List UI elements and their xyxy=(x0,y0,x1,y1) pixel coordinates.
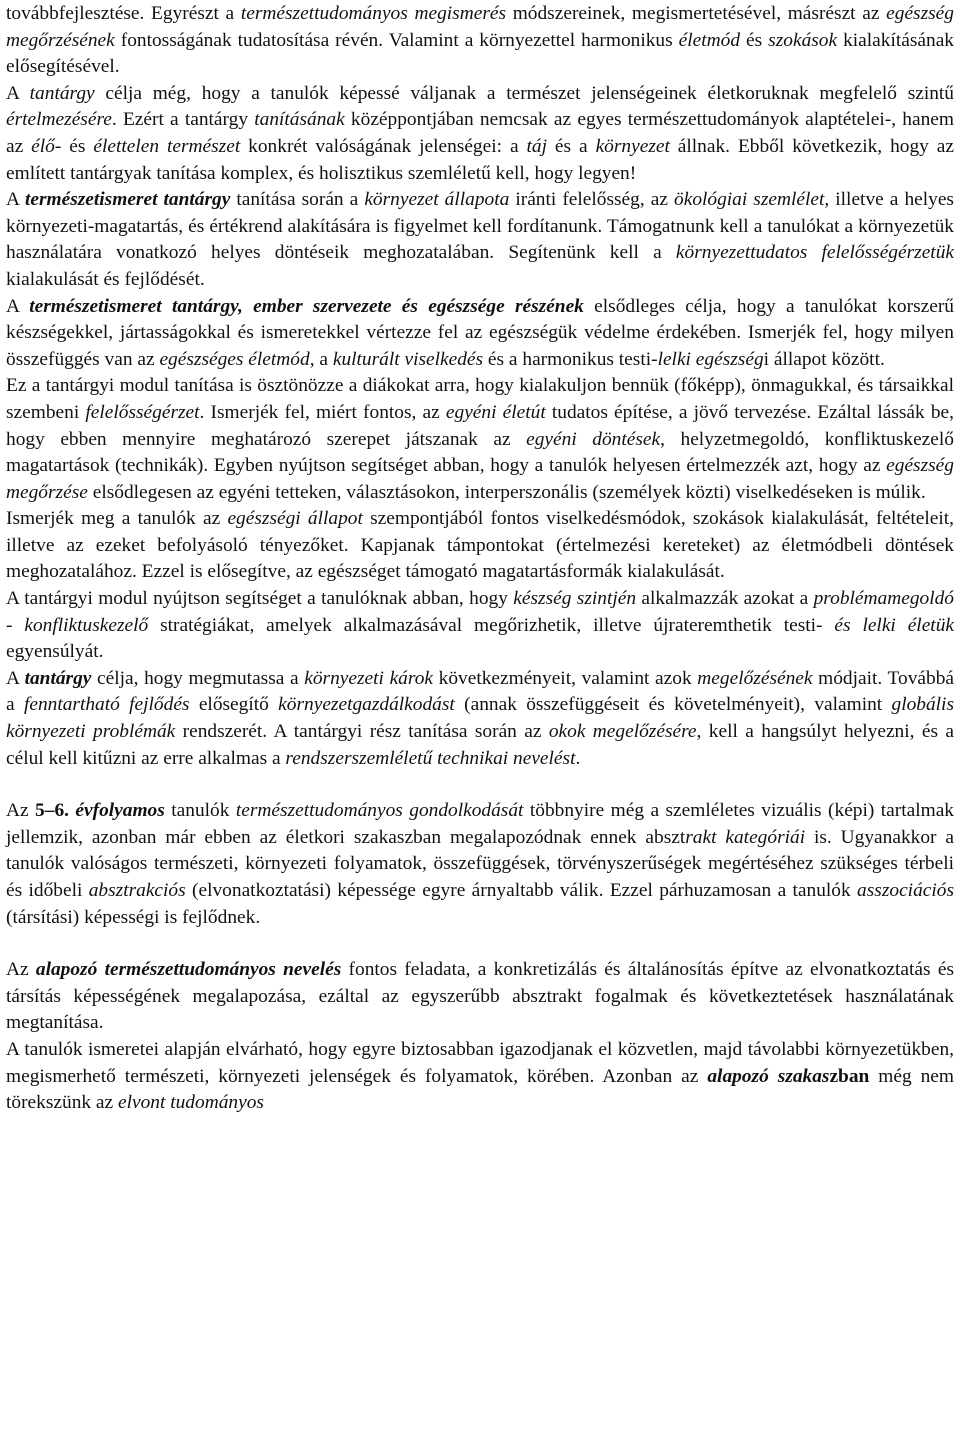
paragraph-text: is. Ugyanakkor a tanulók valóságos természeti, környezeti folyamatok, összefüggések, törvényszerűségek megértéséhez szükséges térbeli és időbeli xyxy=(6,826,955,901)
emphasized-text: természetismeret tantárgy xyxy=(24,189,231,211)
emphasized-text: felelősségérzet xyxy=(85,401,200,423)
body-paragraph xyxy=(6,957,954,1037)
emphasized-text: alapozó természettudományos nevelés xyxy=(35,959,342,981)
paragraph-text: elsődlegesen az egyéni tetteken, választásokon, interperszonális (személyek közti) viselkedéseken is múlik. xyxy=(87,481,926,503)
body-paragraph xyxy=(6,373,954,506)
body-paragraph xyxy=(6,81,954,187)
paragraph-text: szempontjából fontos viselkedésmódok, szokások kialakulását, feltételeit, illetve az ezeket befolyásoló tényezőket. Kapjanak támpontokat (értelmezési kereteket) az életmódbeli döntések meghozatalához. Ezzel is elősegítve, az egészséget támogató magatartásformák kialakulását. xyxy=(6,508,954,583)
emphasized-text: konfliktuskezelő xyxy=(24,614,149,636)
paragraph-text: - és xyxy=(54,135,94,157)
paragraph-text: stratégiákat, amelyek alkalmazásával megőrizhetik, illetve újrateremthetik testi- xyxy=(148,614,835,636)
paragraph-text: , a xyxy=(309,348,333,370)
paragraph-text: tanulók xyxy=(164,800,236,822)
emphasized-text: természettudományos gondolkodását xyxy=(235,800,524,822)
paragraph-text: és xyxy=(740,29,769,51)
paragraph-text: alkalmazzák azokat a xyxy=(636,588,814,610)
emphasized-text: környezeti károk xyxy=(304,667,433,689)
paragraph-text: elősegítő xyxy=(189,694,279,716)
paragraph-text: kialakításának elősegítésével. xyxy=(6,29,954,78)
emphasized-text: tantárgy xyxy=(29,82,95,104)
paragraph-text: . Ezért a tantárgy xyxy=(111,109,255,131)
emphasized-text: problémamegoldó xyxy=(813,588,954,610)
paragraph-text: következményeit, valamint azok xyxy=(433,667,698,689)
paragraph-text: (társítási) képességi is fejlődnek. xyxy=(6,906,261,928)
paragraph-text: tudatos építése, a jövő tervezése. Ezáltal lássák be, hogy ebben mennyire meghatározó szerepet játszanak az xyxy=(6,401,955,450)
body-paragraph xyxy=(6,506,954,586)
emphasized-text: zban xyxy=(829,1065,870,1087)
emphasized-text: környezet xyxy=(595,135,670,157)
emphasized-text: lelki egészség xyxy=(657,348,764,370)
emphasized-text: élő xyxy=(31,135,55,157)
body-paragraph xyxy=(6,586,954,666)
paragraph-text: Az xyxy=(6,959,36,981)
emphasized-text: értelmezésére xyxy=(6,109,112,131)
emphasized-text: természetismeret tantárgy, ember szervezete és egészsége részének xyxy=(29,295,584,317)
paragraph-text: A tanulók ismeretei alapján elvárható, hogy egyre biztosabban igazodjanak el közvetlen, majd távolabbi környezetükben, megismerhető természeti, környezeti jelenségek és folyamatok, körében. Azonban az xyxy=(6,1038,954,1087)
emphasized-text: asszociációs xyxy=(857,880,955,901)
emphasized-text: természettudományos megismerés xyxy=(240,3,507,24)
emphasized-text: absztrakciós xyxy=(88,880,186,901)
paragraph-text: és a harmonikus testi- xyxy=(483,348,658,370)
paragraph-text: célja még, hogy a tanulók képessé váljanak a természet jelenségeinek életkoruknak megfelelő szintű xyxy=(94,82,955,104)
paragraph-text: A xyxy=(6,295,30,317)
emphasized-text: rakt kategóriái xyxy=(685,826,806,848)
paragraph-text: rendszerét. A tantárgyi rész tanítása során az xyxy=(175,721,549,743)
paragraph-text: , helyzetmegoldó, konfliktuskezelő magatartások (technikák). Egyben nyújtson segítséget abban, hogy a tanulók helyesen értelmezzék azt, hogy az xyxy=(6,428,954,477)
paragraph-text: továbbfejlesztése. Egyrészt a xyxy=(6,3,241,24)
paragraph-text: Ez a tantárgyi modul tanítása is ösztönözze a diákokat arra, hogy kialakuljon bennük (főképp), önmagukkal, és társaikkal szembeni xyxy=(6,375,954,423)
emphasized-text: egyéni döntések xyxy=(526,428,661,450)
body-paragraph xyxy=(6,187,954,293)
emphasized-text: elvont tudományos xyxy=(118,1092,264,1114)
emphasized-text: egészség megőrzése xyxy=(6,455,954,503)
body-paragraph xyxy=(6,1,954,81)
emphasized-text: környezet állapota xyxy=(364,189,510,211)
paragraph-text: A xyxy=(6,667,25,689)
emphasized-text: megelőzésének xyxy=(697,667,813,689)
emphasized-text: egyéni életút xyxy=(445,401,546,423)
emphasized-text: alapozó szakas xyxy=(707,1065,830,1087)
emphasized-text: egészséges életmód xyxy=(159,348,310,370)
emphasized-text: környezetgazdálkodást xyxy=(278,694,455,716)
emphasized-text: életmód xyxy=(678,29,741,51)
paragraph-text: tanítása során a xyxy=(230,189,365,211)
body-paragraph xyxy=(6,798,954,931)
paragraph-text: és a xyxy=(546,135,596,157)
paragraph-text: (annak összefüggéseit és követelményeit), valamint xyxy=(454,694,892,716)
paragraph-text: módszereinek, megismertetésével, másrészt az xyxy=(506,3,887,24)
emphasized-text: egészség megőrzésének xyxy=(6,3,954,51)
paragraph-text: módjait. Továbbá a xyxy=(6,667,955,716)
paragraph-text: A xyxy=(6,82,30,104)
paragraph-text: egyensúlyát. xyxy=(6,641,104,663)
paragraph-text: iránti felelősség, az xyxy=(509,189,675,211)
body-paragraph xyxy=(6,294,954,374)
paragraph-text: kialakulását és fejlődését. xyxy=(6,268,205,290)
emphasized-text: fenntartható fejlődés xyxy=(23,694,190,716)
paragraph-text: fontos feladata, a konkretizálás és általánosítás építve az elvonatkoztatás és társítás képességének megalapozása, ezáltal az egyszerűbb absztrakt fogalmak és következtetések használatának megtanítása. xyxy=(6,959,954,1034)
body-paragraph xyxy=(6,666,954,772)
emphasized-text: szokások xyxy=(768,29,838,51)
paragraph-text: többnyire még a szemléletes vizuális (képi) tartalmak jellemzik, azonban már ebben az életkori szakaszban megalapozódnak ennek abszt xyxy=(6,800,954,848)
emphasized-text: okok megelőzésére xyxy=(548,721,697,743)
paragraph-text: A xyxy=(6,189,25,211)
emphasized-text: egészségi állapot xyxy=(227,508,363,530)
paragraph-text: középpontjában nemcsak az egyes természettudományok alaptételei-, hanem az xyxy=(6,109,954,157)
emphasized-text: környezettudatos felelősségérzetük xyxy=(675,242,954,264)
paragraph-text: célja, hogy megmutassa a xyxy=(91,667,305,689)
paragraph-text: fontosságának tudatosítása révén. Valamint a környezettel harmonikus xyxy=(114,29,679,51)
emphasized-text: tanításának xyxy=(254,109,345,131)
paragraph-text: állnak. Ebből következik, hogy az említett tantárgyak tanítása komplex, és holisztikus szemléletű kell, hogy legyen! xyxy=(6,135,955,184)
paragraph-text: A tantárgyi modul nyújtson segítséget a tanulóknak abban, hogy xyxy=(6,588,514,610)
emphasized-text: élettelen természet xyxy=(93,135,241,157)
paragraph-text: (elvonatkoztatási) képessége egyre árnyaltabb válik. Ezzel párhuzamosan a tanulók xyxy=(185,880,858,901)
emphasized-text: rendszerszemléletű technikai nevelést xyxy=(285,747,576,769)
emphasized-text: 5–6. xyxy=(35,800,69,822)
paragraph-text: i állapot között. xyxy=(763,348,885,370)
body-paragraph xyxy=(6,1037,954,1117)
paragraph-text: elsődleges célja, hogy a tanulókat korszerű készségekkel, jártasságokkal és ismeretekkel vértezze fel az egészségük védelme érdekében. Ismerjék fel, hogy milyen összefüggés van az xyxy=(6,295,954,370)
paragraph-text: . Ismerjék fel, miért fontos, az xyxy=(199,401,446,423)
emphasized-text: évfolyamos xyxy=(75,800,165,822)
emphasized-text: és lelki életük xyxy=(834,614,954,636)
paragraph-text: Ismerjék meg a tanulók az xyxy=(6,508,228,530)
emphasized-text: táj xyxy=(526,135,547,157)
emphasized-text: kulturált viselkedés xyxy=(332,348,484,370)
paragraph-text: . xyxy=(575,747,581,769)
paragraph-text: - xyxy=(6,614,25,636)
emphasized-text: globális környezeti problémák xyxy=(6,694,954,743)
emphasized-text: készség szintjén xyxy=(513,588,637,610)
paragraph-text: Az xyxy=(6,800,36,822)
paragraph-text: konkrét valóságának jelenségei: a xyxy=(240,135,527,157)
paragraph-text: , kell a hangsúlyt helyezni, és a célul kell kitűzni az erre alkalmas a xyxy=(6,721,954,769)
emphasized-text: tantárgy xyxy=(24,667,92,689)
paragraph-text: még nem törekszünk az xyxy=(6,1065,955,1114)
paragraph-text: , illetve a helyes környezeti-magatartás, és értékrend alakítására is figyelmet kell fordítanunk. Támogatnunk kell a tanulókat a környezetük használatára vonatkozó helyes döntéseik meghozatalában. Segítenünk kell a xyxy=(6,189,954,264)
emphasized-text: ökológiai szemlélet xyxy=(674,189,825,211)
